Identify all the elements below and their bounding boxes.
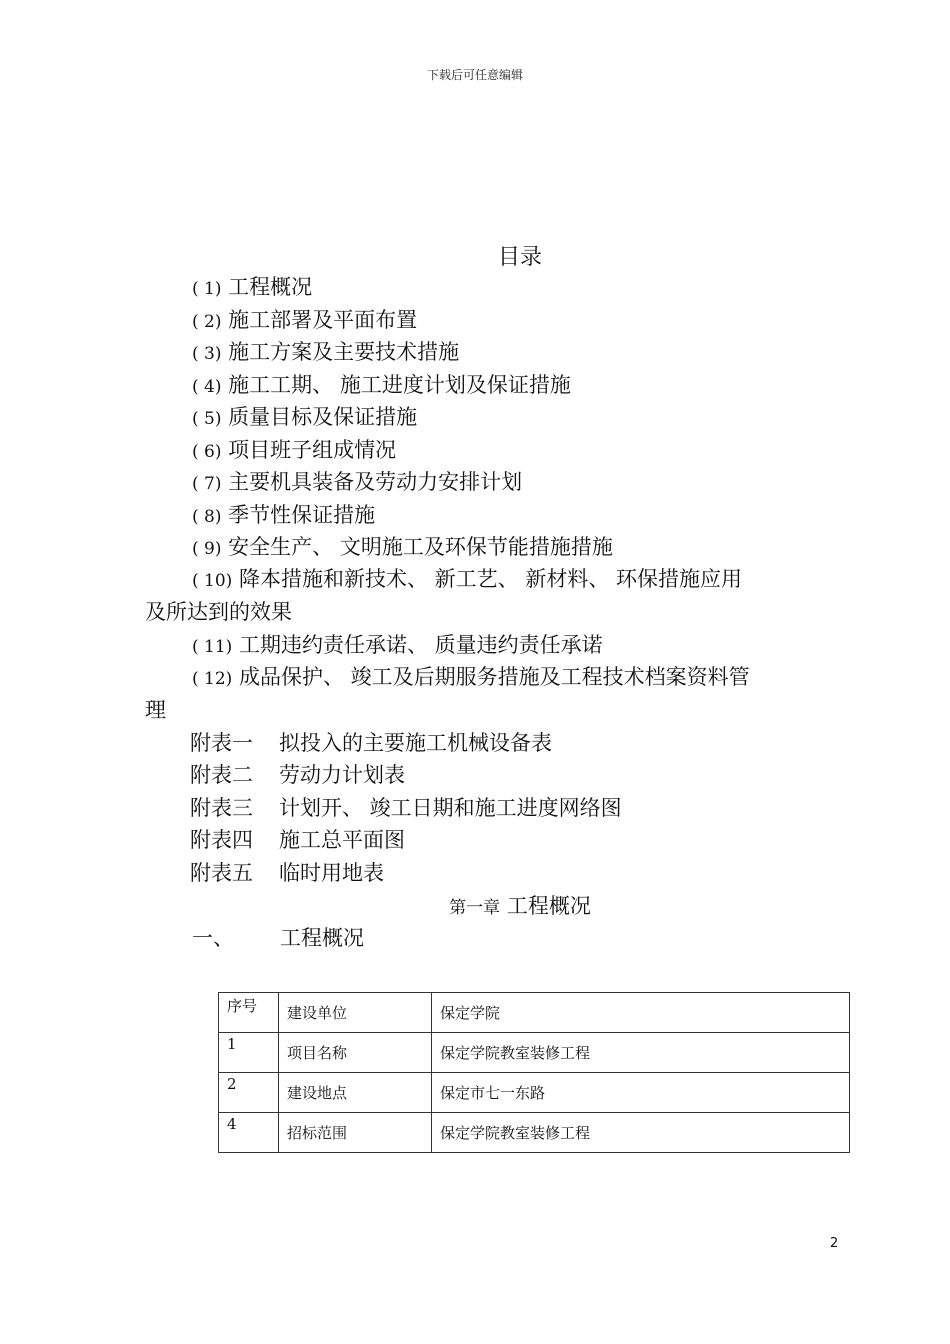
toc-item bbox=[192, 629, 603, 663]
table-cell: 建设地点 bbox=[279, 1073, 432, 1113]
toc-item-text: 施工部署及平面布置 bbox=[228, 308, 418, 332]
appendix-label: 附表四 bbox=[190, 828, 253, 852]
toc-item-number: ( 1) bbox=[192, 279, 222, 299]
toc-item-number: ( 4) bbox=[192, 377, 222, 397]
appendix-item bbox=[190, 857, 384, 889]
toc-item-number: ( 6) bbox=[192, 442, 222, 462]
appendix-label: 附表一 bbox=[190, 731, 253, 755]
table-cell: 序号 bbox=[219, 993, 279, 1033]
toc-item-number: ( 2) bbox=[192, 312, 222, 332]
project-info-table bbox=[218, 992, 850, 1153]
toc-item bbox=[192, 271, 312, 305]
page-number: 2 bbox=[830, 1236, 839, 1251]
section-heading bbox=[192, 922, 364, 952]
toc-item-number: ( 11) bbox=[192, 637, 233, 657]
table-cell: 1 bbox=[219, 1033, 279, 1073]
toc-title-b: 录 bbox=[520, 245, 543, 270]
appendix-text: 计划开、 竣工日期和施工进度网络图 bbox=[279, 796, 622, 820]
toc-item-text: 施工工期、 施工进度计划及保证措施 bbox=[228, 373, 571, 397]
toc-item-number: ( 3) bbox=[192, 344, 222, 364]
toc-item-number: ( 7) bbox=[192, 474, 222, 494]
toc-title-a: 目 bbox=[497, 245, 520, 270]
section-title: 工程概况 bbox=[280, 926, 364, 950]
page-header: 下载后可任意编辑 bbox=[426, 68, 523, 82]
toc-item-text: 质量目标及保证措施 bbox=[228, 405, 418, 429]
appendix-item bbox=[190, 759, 405, 791]
toc-item-number: ( 10) bbox=[192, 571, 233, 591]
toc-item-text: 工程概况 bbox=[228, 275, 313, 299]
table-cell: 建设单位 bbox=[279, 993, 432, 1033]
chapter-heading bbox=[0, 890, 950, 920]
appendix-label: 附表三 bbox=[190, 796, 253, 820]
appendix-item bbox=[190, 824, 405, 856]
toc-item-number: ( 9) bbox=[192, 539, 222, 559]
toc-item-text: 成品保护、 竣工及后期服务措施及工程技术档案资料管 bbox=[239, 665, 750, 689]
table-row bbox=[219, 993, 850, 1033]
toc-item bbox=[192, 401, 417, 435]
table-cell: 招标范围 bbox=[279, 1113, 432, 1153]
toc-item-text: 项目班子组成情况 bbox=[228, 438, 397, 462]
table-cell: 2 bbox=[219, 1073, 279, 1113]
table-cell: 4 bbox=[219, 1113, 279, 1153]
table-cell: 保定学院教室装修工程 bbox=[432, 1113, 850, 1153]
toc-item-text: 主要机具装备及劳动力安排计划 bbox=[228, 470, 523, 494]
toc-item bbox=[192, 304, 417, 338]
toc-item-text: 安全生产、 文明施工及环保节能措施措施 bbox=[228, 535, 613, 559]
toc-item-continuation: 理 bbox=[145, 698, 166, 722]
toc-item bbox=[192, 434, 396, 468]
table-cell: 保定市七一东路 bbox=[432, 1073, 850, 1113]
toc-title bbox=[0, 240, 950, 271]
toc-item bbox=[192, 466, 522, 500]
toc-item-text: 季节性保证措施 bbox=[228, 503, 376, 527]
toc-item-continuation: 及所达到的效果 bbox=[145, 600, 292, 624]
appendix-label: 附表二 bbox=[190, 763, 253, 787]
toc-item-text: 工期违约责任承诺、 质量违约责任承诺 bbox=[239, 633, 603, 657]
toc-item-number: ( 5) bbox=[192, 409, 222, 429]
toc-item-number: ( 8) bbox=[192, 507, 222, 527]
appendix-item bbox=[190, 727, 552, 759]
table-cell: 保定学院教室装修工程 bbox=[432, 1033, 850, 1073]
appendix-label: 附表五 bbox=[190, 861, 253, 885]
chapter-prefix: 第一章 bbox=[449, 898, 501, 918]
section-number: 一、 bbox=[192, 926, 234, 950]
appendix-text: 劳动力计划表 bbox=[279, 763, 405, 787]
table-cell: 保定学院 bbox=[432, 993, 850, 1033]
toc-item-text: 降本措施和新技术、 新工艺、 新材料、 环保措施应用 bbox=[239, 567, 743, 591]
appendix-text: 施工总平面图 bbox=[279, 828, 405, 852]
toc-item-number: ( 12) bbox=[192, 669, 233, 689]
table-cell: 项目名称 bbox=[279, 1033, 432, 1073]
toc-item bbox=[192, 499, 375, 533]
toc-item bbox=[192, 563, 742, 597]
toc-item bbox=[192, 369, 571, 403]
table-row bbox=[219, 1073, 850, 1113]
appendix-item bbox=[190, 792, 622, 824]
chapter-title: 工程概况 bbox=[506, 894, 591, 918]
toc-item bbox=[192, 661, 750, 695]
toc-item bbox=[192, 531, 613, 565]
toc-item bbox=[192, 336, 459, 370]
appendix-text: 临时用地表 bbox=[279, 861, 384, 885]
table-row bbox=[219, 1033, 850, 1073]
table-row bbox=[219, 1113, 850, 1153]
appendix-text: 拟投入的主要施工机械设备表 bbox=[279, 731, 552, 755]
toc-item-text: 施工方案及主要技术措施 bbox=[228, 340, 460, 364]
